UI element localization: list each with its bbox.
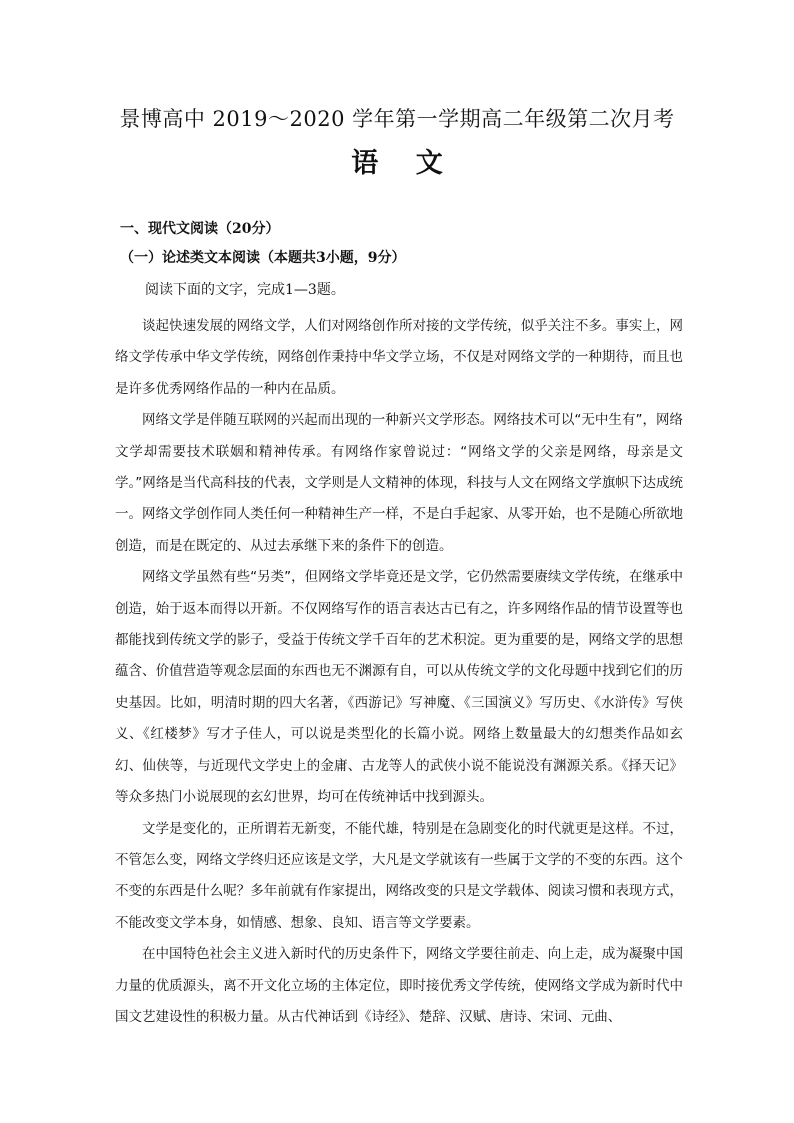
reading-instruction: 阅读下面的文字，完成1—3题。 <box>145 282 345 298</box>
passage-paragraph: 文学是变化的，正所谓若无新变，不能代雄，特别是在急剧变化的时代就更是这样。不过，不管怎么变，网络文学终归还应该是文学，大凡是文学就该有一些属于文学的不变的东西。这个不变的东西是什么呢？多年前就有作家提出，网络改变的只是文学载体、阅读习惯和表现方式，不能改变文学本身，如情感、想象、良知、语言等文学要素。 <box>115 820 683 931</box>
exam-title: 景博高中 2019～2020 学年第一学期高二年级第二次月考 <box>119 107 675 131</box>
section-heading: 一、现代文阅读（20分） <box>120 221 280 237</box>
passage-paragraph: 网络文学是伴随互联网的兴起而出现的一种新兴文学形态。网络技术可以“无中生有”，网络文学却需要技术联姻和精神传承。有网络作家曾说过：“网络文学的父亲是网络，母亲是文学。”网络是当代高科技的代表，文学则是人文精神的体现，科技与人文在网络文学旗帜下达成统一。网络文学创作同人类任何一种精神生产一样，不是白手起家、从零开始，也不是随心所欲地创造，而是在既定的、从过去承继下来的条件下的创造。 <box>115 412 683 554</box>
subject-title: 语 文 <box>351 148 457 179</box>
passage-paragraph: 网络文学虽然有些“另类”，但网络文学毕竟还是文学，它仍然需要赓续文学传统，在继承中创造，始于返本而得以开新。不仅网络写作的语言表达古已有之，许多网络作品的情节设置等也都能找到传统文学的影子，受益于传统文学千百年的艺术积淀。更为重要的是，网络文学的思想蕴含、价值营造等观念层面的东西也无不渊源有自，可以从传统文学的文化母题中找到它们的历史基因。比如，明清时期的四大名著，《西游记》写神魔、《三国演义》写历史、《水浒传》写侠义、《红楼梦》写才子佳人，可以说是类型化的长篇小说。网络上数量最大的幻想类作品如玄幻、仙侠等，与近现代文学史上的金庸、古龙等人的武侠小说不能说没有渊源关系。《择天记》等众多热门小说展现的玄幻世界，均可在传统神话中找到源头。 <box>115 569 683 806</box>
passage-body <box>115 311 683 1033</box>
passage-paragraph: 谈起快速发展的网络文学，人们对网络创作所对接的文学传统，似乎关注不多。事实上，网络文学传承中华文学传统，网络创作秉持中华文学立场，不仅是对网络文学的一种期待，而且也是许多优秀网络作品的一种内在品质。 <box>115 318 683 397</box>
subsection-heading: （一）论述类文本阅读（本题共3小题，9分） <box>120 250 406 266</box>
passage-paragraph: 在中国特色社会主义进入新时代的历史条件下，网络文学要往前走、向上走，成为凝聚中国力量的优质源头，离不开文化立场的主体定位，即时接优秀文学传统，使网络文学成为新时代中国文艺建设性的积极力量。从古代神话到《诗经》、楚辞、汉赋、唐诗、宋词、元曲、 <box>115 946 683 1025</box>
